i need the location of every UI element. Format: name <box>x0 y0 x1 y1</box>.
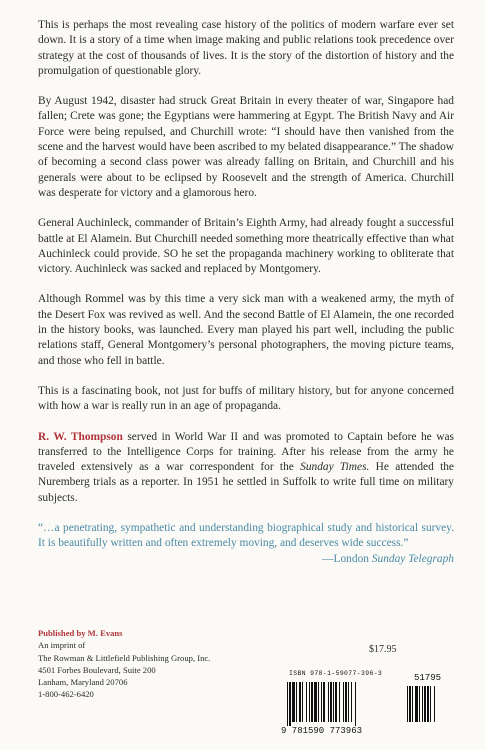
publisher-line-4: Lanham, Maryland 20706 <box>38 677 128 688</box>
barcode-bar <box>339 682 340 722</box>
review-attribution-source: Sunday Telegraph <box>371 552 454 565</box>
barcode <box>281 670 451 736</box>
isbn-label: ISBN 978-1-59077-396-3 <box>289 670 383 677</box>
barcode-digits: 9 781590 773963 <box>281 726 363 736</box>
description-paragraph-4: Although Rommel was by this time a very sick man with a weakened army, the myth of the Desert Fox was revived as well. And the second Battle of El Alamein, the one recorded in the history books, was launched. Every man played his part well, including the public relations staff, General Montgomery’s personal photographers, the moving picture teams, and those who fell in battle. <box>38 293 454 367</box>
publisher-line-2: The Rowman & Littlefield Publishing Group, Inc. <box>38 652 211 663</box>
author-bio-text-1: served in World War II and was promoted to Captain before he was transferred to the Intelligence Corps for training. After his release from the army he traveled extensively as a war correspondent for the <box>38 430 454 474</box>
author-bio-italic: Sunday Times. <box>300 461 370 474</box>
barcode-bar <box>318 682 319 722</box>
barcode-bar <box>351 682 352 722</box>
price: $17.95 <box>369 644 397 655</box>
publisher-line-1: An imprint of <box>38 640 86 651</box>
barcode-bar <box>355 682 356 726</box>
barcode-supplement-bar <box>412 686 413 722</box>
barcode-bar <box>287 682 288 726</box>
barcode-supplement-bar <box>407 686 408 722</box>
barcode-supplement-digits: 51795 <box>414 673 442 683</box>
barcode-bar <box>296 682 297 722</box>
barcode-supplement-bar <box>415 686 418 722</box>
barcode-bar <box>328 682 329 722</box>
barcode-bar <box>345 682 347 722</box>
publisher-line-3: 4501 Forbes Boulevard, Suite 200 <box>38 664 156 675</box>
barcode-bar <box>302 682 303 722</box>
review-quote: “…a penetrating, sympathetic and understanding biographical study and historical survey. It is beautifully written and often extremely moving, and deserves wide success.” <box>38 522 454 550</box>
barcode-bar <box>321 682 322 722</box>
barcode-bar <box>348 682 349 722</box>
barcode-bar <box>306 682 307 722</box>
publisher-line-5: 1-800-462-6420 <box>38 689 94 700</box>
author-bio-text-2: He attended the Nuremberg trials as a reporter. In 1951 he settled in Suffolk to write full time on military subjects. <box>38 461 454 504</box>
barcode-bar <box>330 682 332 722</box>
barcode-bar <box>289 682 291 726</box>
barcode-supplement-bar <box>430 686 431 722</box>
author-name: R. W. Thompson <box>38 430 123 443</box>
barcode-supplement-bar <box>409 686 411 722</box>
barcode-bar <box>333 682 334 722</box>
back-cover-text <box>38 18 454 585</box>
barcode-supplement-bar <box>427 686 429 722</box>
description-paragraph-5: This is a fascinating book, not just for buffs of military history, but for anyone concerned with how a war is really run in an age of propaganda. <box>38 384 454 413</box>
published-by: Published by M. Evans <box>38 628 123 638</box>
description-paragraph-1: This is perhaps the most revealing case history of the politics of modern warfare ever set down. It is a story of a time when image making and public relations took precedence over strategy at the cost of thousands of lives. It is the story of the distortion of history and the promulgation of questionable glory. <box>38 19 454 77</box>
description-paragraph-2: By August 1942, disaster had struck Great Britain in every theater of war, Singapore had fallen; Crete was gone; the Egyptians were hammering at Egypt. The British Navy and Air Force were being repulsed, and Churchill wrote: “I should have then vanished from the scene and the harvest would have been ascribed to my belated disappearance.” The shadow of becoming a second class power was already falling on Britain, and Churchill and his generals were about to be eclipsed by Roosevelt and the strength of America. Churchill was desperate for victory and a glamorous hero. <box>38 95 455 199</box>
barcode-supplement-bar <box>419 686 420 722</box>
barcode-bar <box>314 682 317 722</box>
review-attribution-prefix: —London <box>322 552 372 565</box>
publisher-block <box>38 627 210 701</box>
barcode-supplement-bar <box>434 686 435 722</box>
barcode-supplement-bar <box>422 686 423 722</box>
barcode-bar <box>292 682 295 722</box>
barcode-bar <box>311 682 313 722</box>
barcode-supplement-bar <box>424 686 426 722</box>
barcode-bar <box>309 682 310 722</box>
description-paragraph-3: General Auchinleck, commander of Britain’s Eighth Army, had already fought a successful battle at El Alamein. But Churchill needed something more theatrically effective than what Auchinleck could provide. SO he set the propaganda machinery working to obliterate that victory. Auchinleck was sacked and replaced by Montgomery. <box>38 217 454 276</box>
barcode-bar <box>299 682 301 722</box>
author-bio <box>38 430 454 506</box>
barcode-bar <box>335 682 337 722</box>
review-attribution <box>38 552 454 567</box>
barcode-bar <box>343 682 344 722</box>
barcode-bar <box>323 682 325 722</box>
